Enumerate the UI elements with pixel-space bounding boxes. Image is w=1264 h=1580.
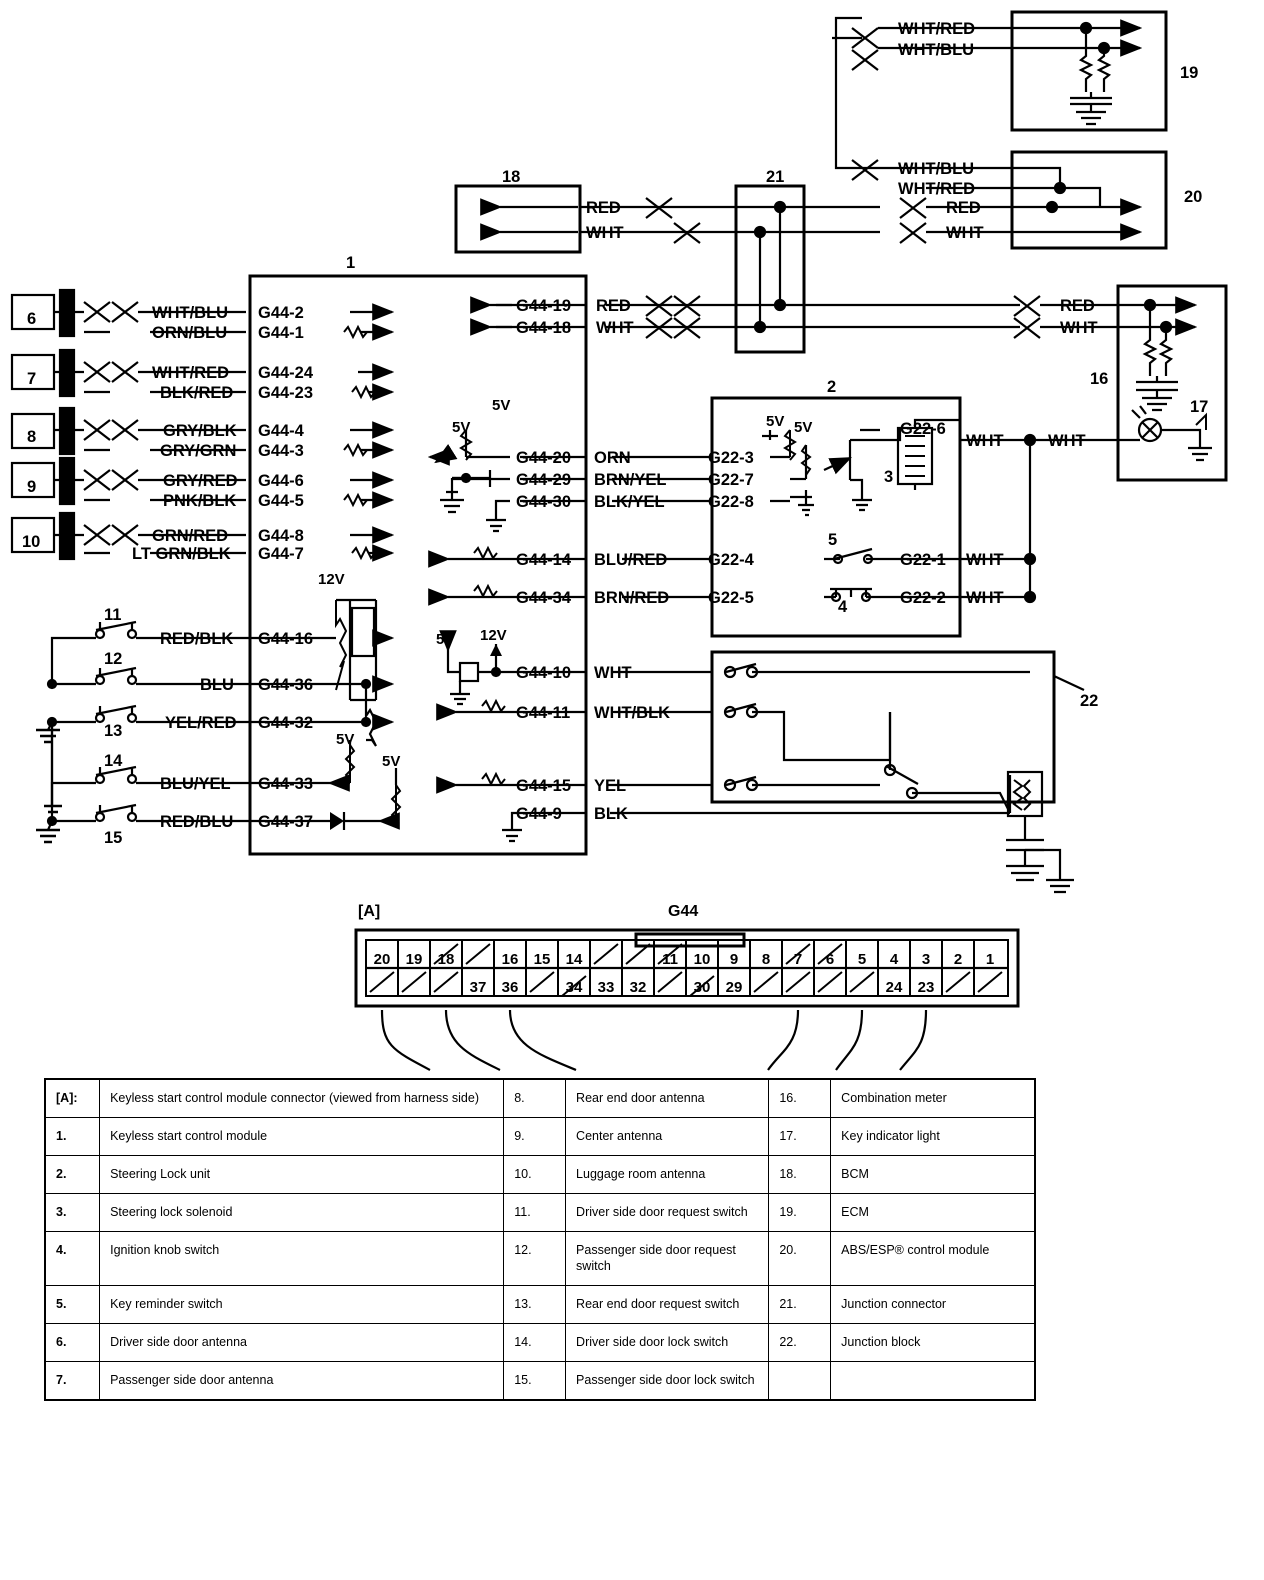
legend-num: 19. (769, 1193, 831, 1231)
legend-num: 11. (504, 1193, 566, 1231)
pin-label: G44-2 (258, 304, 304, 322)
wire-label: YEL (594, 777, 627, 795)
block-label-18: 18 (502, 168, 521, 186)
voltage-label: 12V (318, 571, 345, 588)
legend-text: Rear end door request switch (566, 1286, 769, 1324)
svg-text:32: 32 (629, 979, 647, 996)
pin-label: G22-6 (900, 420, 946, 438)
legend-num: 2. (45, 1155, 100, 1193)
voltage-label: 5V (336, 731, 355, 748)
svg-text:37: 37 (469, 979, 487, 996)
wire-label: BLU/YEL (160, 775, 231, 793)
legend-num: 13. (504, 1286, 566, 1324)
legend-text: Key reminder switch (100, 1286, 504, 1324)
svg-text:18: 18 (437, 951, 455, 968)
legend-num: 15. (504, 1362, 566, 1400)
legend-num (769, 1362, 831, 1400)
block-label-1: 1 (346, 254, 356, 272)
svg-text:1: 1 (985, 951, 995, 968)
svg-text:19: 19 (405, 951, 423, 968)
wire-label: BLK/YEL (594, 493, 665, 511)
pin-label: G44-1 (258, 324, 304, 342)
wire-label: BRN/YEL (594, 471, 667, 489)
legend-text: Junction block (831, 1324, 1035, 1362)
svg-text:30: 30 (693, 979, 711, 996)
legend-text: Driver side door request switch (566, 1193, 769, 1231)
wire-label: ORN/BLU (152, 324, 228, 342)
wire-label: PNK/BLK (163, 492, 237, 510)
wire-label: BLU/RED (594, 551, 668, 569)
block-label-7: 7 (27, 370, 37, 388)
legend-text (831, 1362, 1035, 1400)
legend-text: Keyless start control module (100, 1117, 504, 1155)
legend-num: 14. (504, 1324, 566, 1362)
legend-row (45, 1231, 1035, 1286)
legend-text: Rear end door antenna (566, 1079, 769, 1117)
voltage-label: 5V (492, 397, 511, 414)
wire-label: WHT (596, 319, 634, 337)
svg-text:11: 11 (662, 951, 678, 968)
voltage-label: 5V (794, 419, 813, 436)
pin-label: G22-5 (708, 589, 754, 607)
block-label-8: 8 (27, 428, 37, 446)
legend-num: 20. (769, 1231, 831, 1286)
block-label-6: 6 (27, 310, 37, 328)
legend-num: 1. (45, 1117, 100, 1155)
svg-text:3: 3 (921, 951, 931, 968)
block-label-20: 20 (1184, 188, 1203, 206)
wire-label: RED (586, 199, 621, 217)
wire-label: GRY/BLK (163, 422, 237, 440)
pin-label: G44-37 (258, 813, 314, 831)
pin-label: G44-19 (516, 297, 572, 315)
svg-text:8: 8 (761, 951, 771, 968)
legend-table (44, 1078, 1036, 1401)
pin-label: G44-7 (258, 545, 304, 563)
legend-text: Luggage room antenna (566, 1155, 769, 1193)
legend-num: 9. (504, 1117, 566, 1155)
wire-label: YEL/RED (165, 714, 237, 732)
svg-text:34: 34 (565, 979, 583, 996)
wire-label: WHT (586, 224, 624, 242)
block-label-11: 11 (104, 606, 122, 624)
block-label-21: 21 (766, 168, 785, 186)
legend-row (45, 1362, 1035, 1400)
wire-label: WHT/RED (898, 180, 975, 198)
pin-label: G44-29 (516, 471, 572, 489)
pin-label: G44-8 (258, 527, 304, 545)
block-label-4: 4 (838, 598, 848, 616)
legend-row (45, 1324, 1035, 1362)
pin-label: G22-4 (708, 551, 754, 569)
legend-num: 22. (769, 1324, 831, 1362)
legend-num: 12. (504, 1231, 566, 1286)
wire-label: WHT/BLK (594, 704, 671, 722)
legend-num: 7. (45, 1362, 100, 1400)
wire-label: WHT (966, 589, 1004, 607)
block-label-2: 2 (827, 378, 837, 396)
wire-label: RED/BLK (160, 630, 234, 648)
pin-label: G44-24 (258, 364, 314, 382)
svg-text:6: 6 (825, 951, 835, 968)
block-label-17: 17 (1190, 398, 1209, 416)
voltage-label: 5V (436, 631, 455, 648)
legend-num: 4. (45, 1231, 100, 1286)
wire-label: LT GRN/BLK (132, 545, 231, 563)
wire-label: BLK/RED (160, 384, 234, 402)
legend-text: Center antenna (566, 1117, 769, 1155)
svg-text:4: 4 (889, 951, 899, 968)
wire-label: WHT (966, 432, 1004, 450)
pin-label: G44-36 (258, 676, 314, 694)
legend-row (45, 1117, 1035, 1155)
legend-text: Steering lock solenoid (100, 1193, 504, 1231)
block-label-3: 3 (884, 468, 894, 486)
legend-row (45, 1155, 1035, 1193)
pin-label: G22-2 (900, 589, 946, 607)
wire-label: BLK (594, 805, 628, 823)
wire-label: RED/BLU (160, 813, 234, 831)
voltage-label: 12V (480, 627, 507, 644)
svg-text:33: 33 (597, 979, 615, 996)
svg-text:2: 2 (953, 951, 963, 968)
pin-label: G44-4 (258, 422, 304, 440)
legend-text: Ignition knob switch (100, 1231, 504, 1286)
wire-label: GRY/RED (163, 472, 238, 490)
pin-label: G22-7 (708, 471, 754, 489)
wire-label: WHT/BLU (898, 160, 975, 178)
legend-text: Driver side door lock switch (566, 1324, 769, 1362)
wire-label: GRN/RED (152, 527, 229, 545)
block-label-15: 15 (104, 829, 123, 847)
svg-text:29: 29 (725, 979, 743, 996)
legend-text: Passenger side door antenna (100, 1362, 504, 1400)
pin-label: G44-20 (516, 449, 572, 467)
pin-label: G44-32 (258, 714, 314, 732)
pin-label: G44-33 (258, 775, 314, 793)
pin-label: G22-3 (708, 449, 754, 467)
legend-text: BCM (831, 1155, 1035, 1193)
wire-label: WHT (966, 551, 1004, 569)
svg-text:7: 7 (793, 951, 803, 968)
pin-label: G44-6 (258, 472, 304, 490)
wire-label: ORN (594, 449, 631, 467)
pin-label: G44-10 (516, 664, 572, 682)
block-label-22: 22 (1080, 692, 1099, 710)
block-label-16: 16 (1090, 370, 1109, 388)
wire-label: WHT/RED (152, 364, 229, 382)
legend-text: Combination meter (831, 1079, 1035, 1117)
legend-text: Passenger side door request switch (566, 1231, 769, 1286)
block-label-12: 12 (104, 650, 123, 668)
legend-num: 17. (769, 1117, 831, 1155)
svg-text:14: 14 (565, 951, 583, 968)
svg-text:36: 36 (501, 979, 519, 996)
pin-label: G44-34 (516, 589, 572, 607)
svg-text:20: 20 (373, 951, 391, 968)
pin-label: G44-5 (258, 492, 304, 510)
wire-label: BRN/RED (594, 589, 670, 607)
svg-text:5: 5 (857, 951, 867, 968)
svg-text:9: 9 (729, 951, 739, 968)
voltage-label: 5V (766, 413, 785, 430)
legend-num: 10. (504, 1155, 566, 1193)
pin-label: G44-11 (516, 704, 571, 722)
legend-text: ECM (831, 1193, 1035, 1231)
pin-label: G44-3 (258, 442, 304, 460)
wire-label: RED (596, 297, 631, 315)
wire-label: GRY/GRN (160, 442, 237, 460)
pin-label: G22-1 (900, 551, 946, 569)
svg-text:24: 24 (885, 979, 903, 996)
svg-text:15: 15 (533, 951, 551, 968)
legend-row (45, 1079, 1035, 1117)
legend-num: 6. (45, 1324, 100, 1362)
block-label-13: 13 (104, 722, 123, 740)
legend-text: Junction connector (831, 1286, 1035, 1324)
legend-text: Keyless start control module connector (viewed from harness side) (100, 1079, 504, 1117)
wire-label: WHT (1048, 432, 1086, 450)
legend-num: 18. (769, 1155, 831, 1193)
legend-text: Steering Lock unit (100, 1155, 504, 1193)
pin-label: G44-16 (258, 630, 314, 648)
block-label-5: 5 (828, 531, 838, 549)
legend-num: 5. (45, 1286, 100, 1324)
legend-num: [A]: (45, 1079, 100, 1117)
block-label-9: 9 (27, 478, 37, 496)
legend-row (45, 1193, 1035, 1231)
legend-text: Passenger side door lock switch (566, 1362, 769, 1400)
wire-label: WHT/BLU (152, 304, 229, 322)
pin-label: G44-30 (516, 493, 572, 511)
pin-label: G22-8 (708, 493, 754, 511)
voltage-label: 5V (452, 419, 471, 436)
pin-label: G44-14 (516, 551, 572, 569)
wire-label: BLU (200, 676, 234, 694)
block-label-19: 19 (1180, 64, 1199, 82)
legend-num: 16. (769, 1079, 831, 1117)
pin-label: G44-23 (258, 384, 314, 402)
legend-num: 21. (769, 1286, 831, 1324)
legend-text: Driver side door antenna (100, 1324, 504, 1362)
wire-label: WHT/RED (898, 20, 975, 38)
legend-text: ABS/ESP® control module (831, 1231, 1035, 1286)
pin-label: G44-15 (516, 777, 572, 795)
connector-tag: [A] (358, 903, 381, 920)
wire-label: RED (946, 199, 981, 217)
legend-text: Key indicator light (831, 1117, 1035, 1155)
wire-label: WHT (594, 664, 632, 682)
legend-num: 3. (45, 1193, 100, 1231)
voltage-label: 5V (382, 753, 401, 770)
wire-label: WHT (946, 224, 984, 242)
svg-text:23: 23 (917, 979, 935, 996)
legend-num: 8. (504, 1079, 566, 1117)
wire-label: WHT (1060, 319, 1098, 337)
legend-row (45, 1286, 1035, 1324)
wire-label: RED (1060, 297, 1095, 315)
connector-name: G44 (668, 903, 699, 920)
wire-label: WHT/BLU (898, 41, 975, 59)
pin-label: G44-18 (516, 319, 572, 337)
svg-text:16: 16 (501, 951, 519, 968)
pin-label: G44-9 (516, 805, 562, 823)
block-label-14: 14 (104, 752, 123, 770)
block-label-10: 10 (22, 533, 41, 551)
svg-text:10: 10 (693, 951, 711, 968)
